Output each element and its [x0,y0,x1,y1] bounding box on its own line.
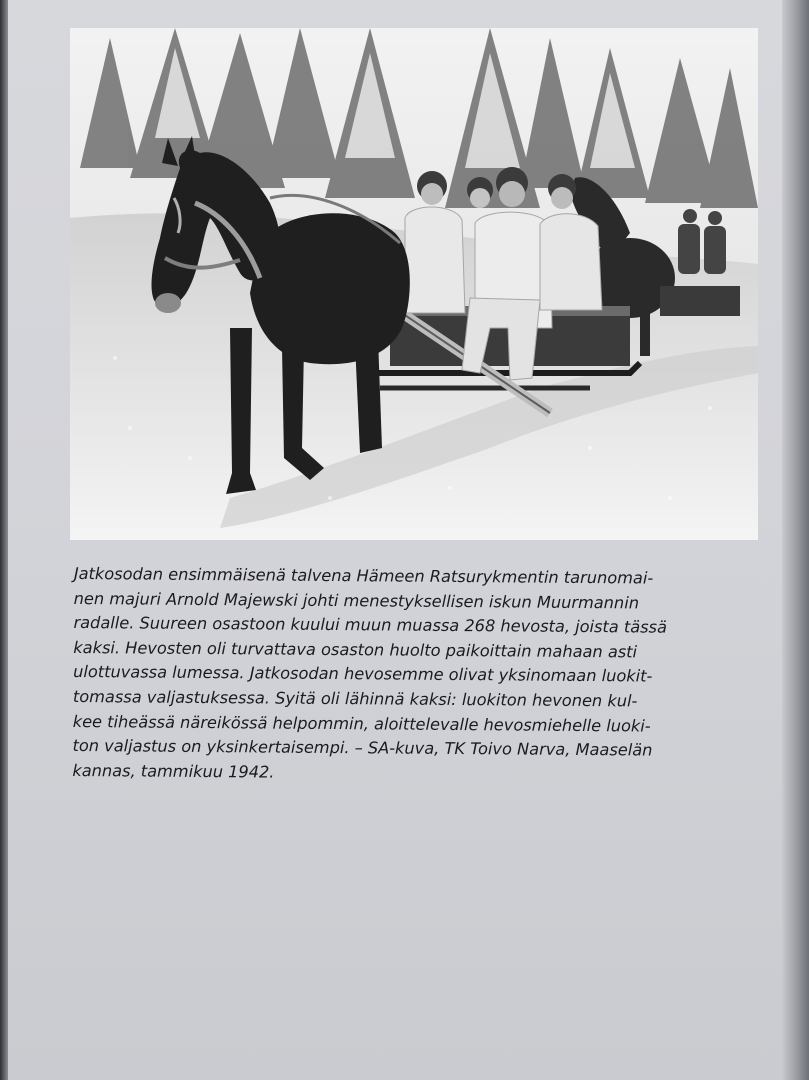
caption-line: Jatkosodan ensimmäisenä talvena Hämeen Ratsurykmentin tarunomai- [73,563,654,588]
historical-photograph-horse-sleigh [70,28,758,540]
caption-line: kee tiheässä näreikössä helpommin, aloittelevalle hevosmiehelle luoki- [72,711,651,736]
book-page-edge [782,0,809,1080]
caption-line: kaksi. Hevosten oli turvattava osaston huolto paikoittain mahaan asti [73,637,638,662]
book-gutter-shadow [0,0,8,1080]
caption-line: radalle. Suureen osastoon kuului muun muassa 268 hevosta, joista tässä [73,613,668,637]
caption-line: kannas, tammikuu 1942. [72,760,275,782]
caption-line: nen majuri Arnold Majewski johti menestyksellisen iskun Muurmannin [73,588,640,613]
caption-line: ton valjastus on yksinkertaisempi. – SA-kuva, TK Toivo Narva, Maaselän [72,736,653,760]
caption-line: tomassa valjastuksessa. Syitä oli lähinnä kaksi: luokiton hevonen kul- [72,686,638,711]
photo-caption [72,562,764,789]
book-page [8,0,790,1080]
caption-line: ulottuvassa lumessa. Jatkosodan hevosemme olivat yksinomaan luokit- [73,662,653,686]
